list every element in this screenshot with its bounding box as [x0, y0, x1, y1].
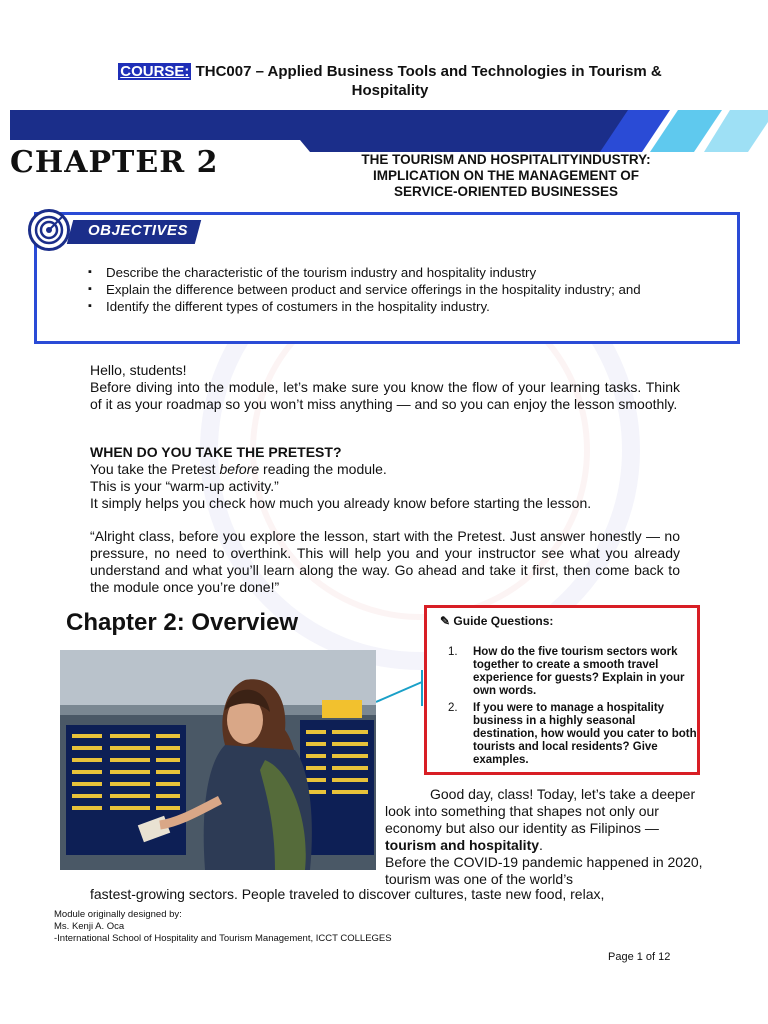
overview-title: Chapter 2: Overview: [66, 609, 299, 636]
chapter-title: [300, 152, 712, 200]
guide-heading: [440, 614, 553, 628]
question-number: 1.: [448, 646, 458, 658]
pretest-heading: WHEN DO YOU TAKE THE PRETEST?: [90, 444, 342, 460]
target-icon: [28, 209, 70, 251]
objective-item: ▪ Describe the characteristic of the tourism industry and hospitality industry: [88, 264, 728, 281]
objectives-list: [88, 264, 728, 315]
chapter-title-line1: THE TOURISM AND HOSPITALITYINDUSTRY:: [361, 152, 651, 167]
overview-intro-text: Good day, class! Today, let’s take a deeper look into something that shapes not only our economy but also our identity as Filipinos — tourism and hospitality. Before the COVID-19 pandemic happened in 2020, tourism was one of the world’s: [385, 786, 703, 887]
pretest-quote: “Alright class, before you explore the lesson, start with the Pretest. Just answer honestly — no pressure, no need to overthink. This will help you and your instructor see what you already understand and what you’ll learn along the way. Go ahead and take it first, then come back to the module once you’re done!”: [90, 528, 680, 595]
footer-line1: Module originally designed by:: [54, 909, 182, 920]
chapter-title-line2: IMPLICATION ON THE MANAGEMENT OF: [373, 168, 639, 183]
footer-author: Ms. Kenji A. Oca: [54, 921, 125, 932]
callout-connector: [376, 668, 426, 708]
covid-text: Before the COVID-19 pandemic happened in 2020, tourism was one of the world’s: [385, 854, 703, 887]
pretest-emphasis: before: [219, 461, 260, 477]
overview-continuation: fastest-growing sectors. People traveled to discover cultures, taste new food, relax,: [90, 886, 605, 902]
guide-question: [448, 702, 698, 767]
question-text: If you were to manage a hospitality business in a highly seasonal destination, how would you cater to both tourists and local residents? Give examples.: [473, 702, 697, 766]
intro-text: Before diving into the module, let’s make sure you know the flow of your learning tasks. Think of it as your roadmap so you won’t miss anything — and so you can enjoy the lesson smoothly.: [90, 379, 680, 412]
guide-heading-label: Guide Questions:: [453, 614, 554, 628]
pretest-line1: You take the Pretest before reading the module.: [90, 461, 387, 477]
intro-greeting: Hello, students!: [90, 362, 187, 378]
pretest-line3: It simply helps you check how much you already know before starting the lesson.: [90, 495, 592, 511]
objective-item: ▪ Identify the different types of costumers in the hospitality industry.: [88, 298, 728, 315]
objective-item: ▪ Explain the difference between product and service offerings in the hospitality industry; and: [88, 281, 728, 298]
course-tag: COURSE:: [120, 63, 190, 80]
chapter-title-line3: SERVICE-ORIENTED BUSINESSES: [393, 184, 619, 199]
tourism-hospitality-emphasis: tourism and hospitality: [385, 837, 540, 853]
question-text: How do the five tourism sectors work together to create a smooth travel experience for guests? Explain in your own words.: [473, 646, 685, 697]
objectives-badge-label: OBJECTIVES: [88, 222, 189, 239]
course-title-line2: Hospitality: [351, 82, 429, 99]
pretest-line2: This is your “warm-up activity.”: [90, 478, 279, 494]
footer-credits: [54, 909, 392, 945]
question-number: 2.: [448, 702, 458, 714]
airport-photo: [60, 650, 376, 870]
pencil-note-icon: ✎: [440, 614, 451, 628]
course-title-line1: THC007 – Applied Business Tools and Technologies in Tourism &: [191, 63, 662, 80]
course-header: [60, 62, 720, 100]
guide-questions-list: [448, 646, 698, 771]
guide-question: [448, 646, 698, 698]
footer-institution: -International School of Hospitality and Tourism Management, ICCT COLLEGES: [54, 933, 392, 944]
page-number: Page 1 of 12: [608, 951, 671, 963]
chapter-label: CHAPTER 2: [10, 145, 219, 180]
